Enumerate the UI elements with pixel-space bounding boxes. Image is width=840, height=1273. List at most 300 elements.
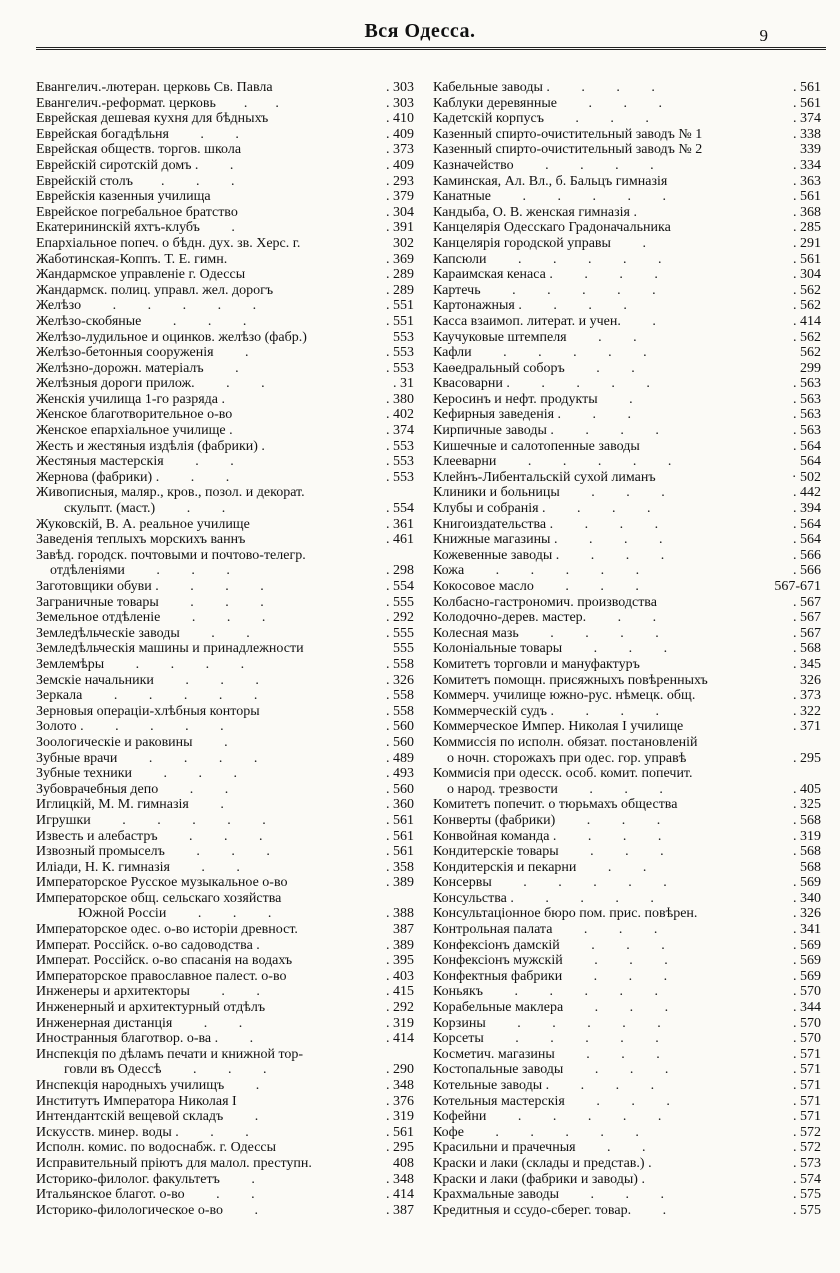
entry-page-ref: . 564: [793, 438, 821, 454]
entry-page-ref: . 561: [793, 189, 821, 205]
entry-page-ref: . 571: [793, 1078, 821, 1093]
index-entry: [433, 891, 821, 907]
entry-name: Зубные техники . . .: [36, 766, 237, 782]
entry-name: Кондитерскія и пекарни . .: [433, 859, 647, 875]
index-entry: [433, 626, 821, 642]
index-entry: [433, 657, 821, 673]
entry-name: Зубные врачи . . . .: [36, 750, 258, 766]
index-entry: [433, 1156, 821, 1172]
index-entry: [36, 1031, 414, 1047]
entry-name: Кофе . . . . .: [433, 1124, 639, 1140]
entry-name: Конвойная команда . . . .: [433, 828, 662, 844]
entry-page-ref: . 563: [793, 423, 821, 439]
entry-page-ref: . 553: [386, 454, 414, 470]
entry-name: Инженеры и архитекторы . .: [36, 984, 260, 1000]
header-rule: [36, 47, 826, 50]
index-entry: [36, 423, 414, 439]
index-entry: [36, 96, 414, 112]
index-entry: [36, 298, 414, 314]
index-entry: [433, 1094, 821, 1110]
index-entry: [433, 844, 821, 860]
entry-page-ref: . 289: [386, 282, 414, 298]
index-entry: [36, 906, 414, 922]
entry-name: Контрольная палата . . .: [433, 922, 658, 938]
entry-page-ref: . 566: [793, 563, 821, 579]
entry-page-ref: . 369: [386, 251, 414, 267]
entry-page-ref: 299: [800, 360, 821, 376]
entry-name: Инженерный и архитектурный отдѣлъ: [36, 1000, 266, 1016]
entry-name: Кирпичные заводы . . . .: [433, 423, 659, 439]
index-entry: [36, 330, 414, 346]
entry-page-ref: . 304: [793, 267, 821, 283]
index-entry: [433, 688, 821, 704]
index-entry: [36, 1016, 414, 1032]
index-entry: [433, 127, 821, 143]
entry-name: Каминская, Ал. Вл., б. Бальцъ гимназія: [433, 173, 668, 189]
entry-name: Краски и лаки (склады и представ.) .: [433, 1155, 652, 1171]
entry-name: отдѣленіями . . .: [36, 563, 230, 579]
entry-name: Коммиссія по исполн. обязат. постановленій: [433, 734, 698, 750]
entry-page-ref: . 360: [386, 797, 414, 813]
index-entry: [433, 875, 821, 891]
entry-page-ref: . 567: [793, 594, 821, 610]
page-title: Вся Одесса.: [364, 20, 476, 42]
entry-page-ref: . 575: [793, 1187, 821, 1203]
entry-name: Кефирныя заведенія . . .: [433, 407, 632, 423]
entry-page-ref: . 571: [793, 1062, 821, 1078]
entry-name: Конфексіонъ мужскій . . .: [433, 953, 668, 969]
entry-name: Кредитныя и ссудо-сберег. товар. .: [433, 1202, 667, 1218]
index-entry: [36, 1047, 414, 1063]
entry-name: Земскіе начальники . . .: [36, 672, 259, 688]
entry-name: Известь и алебастръ . . .: [36, 828, 263, 844]
entry-page-ref: . 571: [793, 1046, 821, 1062]
entry-page-ref: . 414: [793, 313, 821, 329]
index-entry: [36, 158, 414, 174]
entry-name: Жаботинская-Коппъ. Т. Е. гимн.: [36, 251, 228, 267]
index-entry: [36, 205, 414, 221]
entry-page-ref: . 371: [793, 719, 821, 735]
entry-page-ref: . 376: [386, 1093, 414, 1109]
index-entry: [433, 797, 821, 813]
index-entry: [433, 922, 821, 938]
index-entry: [36, 969, 414, 985]
entry-page-ref: . 319: [386, 1015, 414, 1031]
entry-page-ref: . 395: [386, 953, 414, 969]
entry-name: Клиники и больницы . . .: [433, 485, 665, 501]
entry-name: Исправительный пріютъ для малол. преступн.: [36, 1155, 312, 1171]
entry-page-ref: . 563: [793, 376, 821, 392]
index-entry: [433, 1187, 821, 1203]
entry-page-ref: . 319: [793, 828, 821, 844]
entry-page-ref: . 304: [386, 204, 414, 220]
entry-name: Котельныя мастерскія . . .: [433, 1093, 670, 1109]
index-entry: [433, 485, 821, 501]
index-entry: [433, 735, 821, 751]
index-entry: [433, 829, 821, 845]
entry-name: о ночн. сторожахъ при одес. гор. управѣ: [433, 750, 687, 766]
index-entry: [36, 345, 414, 361]
entry-name: Казенный спирто-очистительный заводъ № 2: [433, 142, 703, 158]
index-entry: [433, 1125, 821, 1141]
entry-name: Жуковскій, В. А. реальное училище: [36, 516, 250, 532]
entry-page-ref: 562: [800, 345, 821, 361]
entry-page-ref: . 285: [793, 220, 821, 236]
index-entry: [433, 1062, 821, 1078]
entry-page-ref: . 567: [793, 625, 821, 641]
entry-name: Еврейская дешевая кухня для бѣдныхъ: [36, 111, 269, 127]
index-entry: [433, 236, 821, 252]
index-entry: [36, 735, 414, 751]
entry-name: Консульства . . . . .: [433, 890, 654, 906]
entry-name: Котельные заводы . . . .: [433, 1078, 655, 1093]
entry-page-ref: . 568: [793, 812, 821, 828]
entry-page-ref: . 570: [793, 984, 821, 1000]
index-entry: [36, 127, 414, 143]
entry-name: Кофейни . . . . .: [433, 1109, 662, 1125]
entry-page-ref: . 415: [386, 984, 414, 1000]
entry-page-ref: . 289: [386, 267, 414, 283]
index-entry: [433, 189, 821, 205]
entry-name: Кожевенные заводы . . . .: [433, 547, 665, 563]
index-entry: [433, 610, 821, 626]
index-entry: [36, 485, 414, 501]
index-entry: [36, 1140, 414, 1156]
entry-name: Кафли . . . . .: [433, 345, 647, 361]
entry-name: Корсеты . . . . .: [433, 1031, 659, 1047]
entry-page-ref: . 326: [386, 672, 414, 688]
entry-name: Коммерч. училище южно-рус. нѣмецк. общ.: [433, 688, 696, 704]
index-entry: [36, 1172, 414, 1188]
entry-name: Женское благотворительное о-во: [36, 407, 233, 423]
entry-name: Екатерининскій яхтъ-клубъ .: [36, 220, 235, 236]
index-entry: [36, 860, 414, 876]
entry-name: Конфексіонъ дамскій . . .: [433, 937, 665, 953]
index-entry: [36, 719, 414, 735]
index-entry: [433, 548, 821, 564]
index-entry: [433, 532, 821, 548]
index-entry: [433, 283, 821, 299]
index-entry: [433, 376, 821, 392]
entry-name: Инженерная дистанція . .: [36, 1015, 243, 1031]
entry-page-ref: . 373: [793, 688, 821, 704]
index-entry: [433, 423, 821, 439]
index-entry: [433, 158, 821, 174]
entry-page-ref: . 569: [793, 875, 821, 891]
entry-name: Крахмальные заводы . . .: [433, 1187, 665, 1203]
entry-name: Жандармск. полиц. управл. жел. дорогъ: [36, 282, 274, 298]
entry-page-ref: . 558: [386, 656, 414, 672]
entry-name: Жестяныя мастерскія . .: [36, 454, 234, 470]
index-entry: [36, 688, 414, 704]
entry-name: Заведенія теплыхъ морскихъ ваннъ: [36, 532, 246, 548]
entry-name: Еврейская обществ. торгов. школа: [36, 142, 242, 158]
page-number: 9: [759, 26, 768, 45]
index-entry: [36, 407, 414, 423]
index-entry: [433, 517, 821, 533]
entry-name: Историко-филолог. факультетъ .: [36, 1171, 255, 1187]
entry-page-ref: . 303: [386, 95, 414, 111]
entry-name: Каучуковые штемпеля . .: [433, 329, 637, 345]
index-entry: [36, 80, 414, 96]
entry-name: Жернова (фабрики) . . .: [36, 469, 230, 485]
index-entry: [36, 1078, 414, 1094]
index-entry: [36, 470, 414, 486]
entry-name: Женское епархіальное училище .: [36, 423, 233, 439]
index-entry: [433, 314, 821, 330]
entry-name: Искусств. минер. воды . . .: [36, 1124, 249, 1140]
entry-page-ref: . 564: [793, 532, 821, 548]
entry-name: Иліади, Н. К. гимназія . .: [36, 859, 240, 875]
index-entry: [433, 813, 821, 829]
entry-name: Зубоврачебныя депо . .: [36, 781, 229, 797]
entry-name: Императорское общ. сельскаго хозяйства: [36, 890, 282, 906]
index-entry: [433, 252, 821, 268]
entry-name: Историко-филологическое о-во .: [36, 1202, 259, 1218]
entry-page-ref: . 389: [386, 875, 414, 891]
index-entry: [433, 111, 821, 127]
index-entry: [433, 938, 821, 954]
entry-page-ref: . 409: [386, 157, 414, 173]
entry-page-ref: . 558: [386, 688, 414, 704]
entry-name: Инспекція по дѣламъ печати и книжной тор-: [36, 1046, 304, 1062]
index-entry: [433, 1140, 821, 1156]
index-entry: [433, 751, 821, 767]
entry-page-ref: . 569: [793, 937, 821, 953]
entry-name: Кабельные заводы . . . .: [433, 80, 655, 95]
index-entry: [433, 1203, 821, 1219]
entry-page-ref: . 409: [386, 126, 414, 142]
entry-name: Казенный спирто-очистительный заводъ № 1: [433, 126, 703, 142]
index-entry: [36, 673, 414, 689]
index-entry: [433, 80, 821, 96]
entry-page-ref: . 560: [386, 719, 414, 735]
index-entry: [433, 1000, 821, 1016]
entry-name: Еврейскій столъ . . .: [36, 173, 235, 189]
entry-page-ref: . 561: [386, 828, 414, 844]
entry-name: Кожа . . . . .: [433, 563, 640, 579]
index-entry: [433, 220, 821, 236]
entry-name: Женскія училища 1-го разряда .: [36, 391, 225, 407]
entry-name: Корзины . . . . .: [433, 1015, 661, 1031]
index-entry: [433, 953, 821, 969]
entry-name: Желѣзно-дорожн. матеріалъ .: [36, 360, 239, 376]
entry-name: Инспекція народныхъ училищъ .: [36, 1078, 260, 1093]
index-entry: [36, 501, 414, 517]
entry-name: Каблуки деревянные . . .: [433, 95, 662, 111]
entry-name: Керосинъ и нефт. продукты .: [433, 391, 633, 407]
index-entry: [36, 174, 414, 190]
entry-name: Золото . . . . .: [36, 719, 224, 735]
entry-page-ref: 387: [393, 922, 414, 938]
entry-name: Красильни и прачечныя . .: [433, 1140, 646, 1156]
entry-name: Желѣзныя дороги прилож. . .: [36, 376, 265, 392]
index-entry: [433, 470, 821, 486]
index-entry: [433, 906, 821, 922]
entry-page-ref: . 570: [793, 1031, 821, 1047]
entry-name: Косметич. магазины . . .: [433, 1046, 660, 1062]
entry-name: Караимская кенаса . . . .: [433, 267, 658, 283]
entry-page-ref: . 344: [793, 1000, 821, 1016]
index-entry: [433, 407, 821, 423]
index-entry: [433, 969, 821, 985]
entry-page-ref: . 551: [386, 298, 414, 314]
entry-name: Книгоиздательства . . . .: [433, 516, 659, 532]
entry-name: Кандыба, О. В. женская гимназія .: [433, 204, 637, 220]
entry-page-ref: . 575: [793, 1202, 821, 1218]
index-entry: [433, 392, 821, 408]
index-entry: [36, 829, 414, 845]
index-entry: [36, 766, 414, 782]
entry-name: Комитетъ попечит. о тюрьмахъ общества: [433, 797, 678, 813]
entry-page-ref: . 379: [386, 189, 414, 205]
entry-page-ref: . 319: [386, 1109, 414, 1125]
entry-name: Еврейскія казенныя училища: [36, 189, 211, 205]
entry-page-ref: . 322: [793, 703, 821, 719]
entry-page-ref: . 553: [386, 469, 414, 485]
entry-name: Земельное отдѣленіе . . .: [36, 610, 266, 626]
entry-page-ref: . 368: [793, 204, 821, 220]
entry-page-ref: 555: [393, 641, 414, 657]
entry-page-ref: . 345: [793, 656, 821, 672]
index-entry: [433, 563, 821, 579]
entry-page-ref: . 572: [793, 1140, 821, 1156]
entry-page-ref: . 553: [386, 345, 414, 361]
index-entry: [433, 641, 821, 657]
index-entry: [433, 579, 821, 595]
entry-page-ref: . 387: [386, 1202, 414, 1218]
index-entry: [433, 766, 821, 782]
entry-name: Коммисія при одесск. особ. комит. попечит.: [433, 766, 693, 782]
entry-name: Консервы . . . . .: [433, 875, 667, 891]
entry-page-ref: . 442: [793, 485, 821, 501]
entry-name: Коньякъ . . . . .: [433, 984, 658, 1000]
entry-name: Казначейство . . . .: [433, 157, 654, 173]
index-entry: [36, 1094, 414, 1110]
entry-page-ref: . 414: [386, 1031, 414, 1047]
entry-name: Клейнъ-Либентальскій сухой лиманъ: [433, 469, 656, 485]
entry-name: Исполн. комис. по водоснабж. г. Одессы: [36, 1140, 277, 1156]
entry-name: Иглицкій, М. М. гимназія .: [36, 797, 224, 813]
entry-page-ref: . 571: [793, 1093, 821, 1109]
entry-name: Колесная мазь . . . .: [433, 625, 659, 641]
entry-page-ref: . 298: [386, 563, 414, 579]
index-entry: [36, 938, 414, 954]
index-entry: [433, 1109, 821, 1125]
index-entry: [36, 454, 414, 470]
index-entry: [36, 922, 414, 938]
left-index-column: [36, 80, 414, 1218]
entry-page-ref: . 461: [386, 532, 414, 548]
index-entry: [36, 953, 414, 969]
entry-page-ref: . 290: [386, 1062, 414, 1078]
entry-name: о народ. трезвости . . .: [433, 781, 663, 797]
entry-name: Колбасно-гастрономич. производства: [433, 594, 657, 610]
entry-name: Извозный промыселъ . . .: [36, 844, 270, 860]
entry-name: Краски и лаки (фабрики и заводы) .: [433, 1171, 645, 1187]
entry-name: Капсюли . . . . .: [433, 251, 662, 267]
right-index-column: [433, 80, 821, 1218]
entry-page-ref: . 558: [386, 703, 414, 719]
index-entry: [433, 205, 821, 221]
entry-name: Книжные магазины . . . .: [433, 532, 663, 548]
entry-page-ref: . 567: [793, 610, 821, 626]
index-entry: [433, 439, 821, 455]
entry-name: Кондитерскіе товары . . .: [433, 844, 664, 860]
index-entry: [36, 844, 414, 860]
entry-page-ref: . 291: [793, 235, 821, 251]
index-entry: [433, 96, 821, 112]
entry-name: Касса взаимоп. литерат. и учен. .: [433, 313, 656, 329]
entry-name: Земледѣльческіе заводы . .: [36, 625, 250, 641]
index-entry: [36, 189, 414, 205]
entry-page-ref: 408: [393, 1155, 414, 1171]
entry-page-ref: . 560: [386, 781, 414, 797]
entry-page-ref: 553: [393, 329, 414, 345]
entry-page-ref: . 561: [386, 812, 414, 828]
entry-page-ref: . 293: [386, 173, 414, 189]
index-entry: [433, 142, 821, 158]
entry-page-ref: . 388: [386, 906, 414, 922]
entry-name: Комитетъ торговли и мануфактуръ: [433, 656, 640, 672]
entry-page-ref: . 573: [793, 1155, 821, 1171]
index-entry: [36, 252, 414, 268]
entry-page-ref: . 340: [793, 890, 821, 906]
entry-name: Еврейская богадѣльня . .: [36, 126, 239, 142]
entry-name: Клееварни . . . . .: [433, 454, 672, 470]
entry-page-ref: . 564: [793, 516, 821, 532]
entry-page-ref: . 562: [793, 282, 821, 298]
entry-page-ref: . 562: [793, 298, 821, 314]
entry-page-ref: 302: [393, 235, 414, 251]
entry-page-ref: . 555: [386, 594, 414, 610]
entry-page-ref: . 361: [386, 516, 414, 532]
entry-name: Клубы и собранія . . . .: [433, 501, 651, 517]
entry-name: Институтъ Императора Николая І: [36, 1093, 237, 1109]
entry-page-ref: 564: [800, 454, 821, 470]
entry-name: Комитетъ помощн. присяжныхъ повѣренныхъ: [433, 672, 708, 688]
entry-name: Завѣд. городск. почтовыми и почтово-телегр.: [36, 547, 306, 563]
entry-page-ref: . 402: [386, 407, 414, 423]
entry-page-ref: . 394: [793, 501, 821, 517]
entry-page-ref: . 405: [793, 781, 821, 797]
entry-page-ref: . 374: [386, 423, 414, 439]
entry-name: Канцелярія Одесскаго Градоначальника: [433, 220, 671, 236]
index-entry: [36, 641, 414, 657]
index-entry: [433, 298, 821, 314]
index-entry: [433, 1016, 821, 1032]
index-entry: [36, 517, 414, 533]
entry-page-ref: 567-671: [774, 579, 821, 594]
index-entry: [36, 376, 414, 392]
entry-name: говли въ Одессѣ . . .: [36, 1062, 267, 1078]
entry-page-ref: . 292: [386, 610, 414, 626]
index-entry: [433, 860, 821, 876]
index-entry: [433, 267, 821, 283]
entry-page-ref: . 326: [793, 906, 821, 922]
entry-page-ref: . 560: [386, 734, 414, 750]
entry-name: Зерновыя операціи-хлѣбныя конторы: [36, 703, 260, 719]
entry-name: Колоніальные товары . . .: [433, 641, 668, 657]
index-entry: [36, 314, 414, 330]
entry-name: Конверты (фабрики) . . .: [433, 812, 661, 828]
entry-name: Коммерческое Импер. Николая І училище: [433, 719, 684, 735]
entry-page-ref: . 569: [793, 953, 821, 969]
index-entry: [36, 1125, 414, 1141]
entry-name: Жесть и жестяныя издѣлія (фабрики) .: [36, 438, 265, 454]
entry-page-ref: . 341: [793, 922, 821, 938]
entry-name: Костопальные заводы . . .: [433, 1062, 669, 1078]
